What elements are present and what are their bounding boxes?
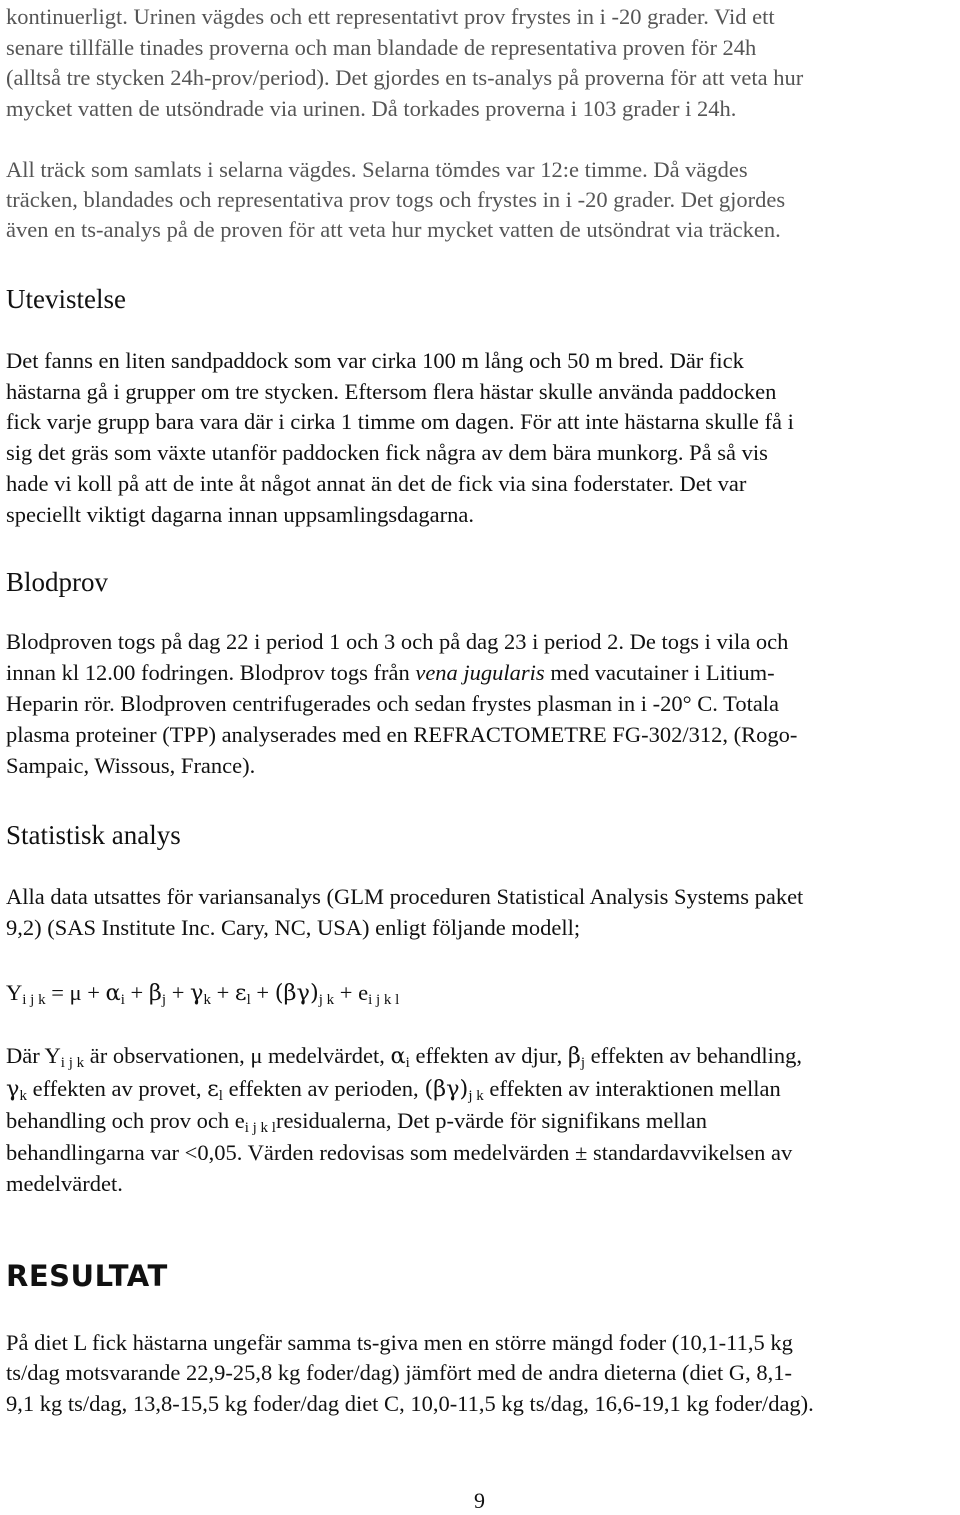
formula-beta-sub: j (161, 992, 167, 1008)
outdoor-line-6: speciellt viktigt dagarna innan uppsamlingsdagarna. (6, 502, 474, 527)
result-line-3: 9,1 kg ts/dag, 13,8-15,5 kg foder/dag diet C, 10,0-11,5 kg ts/dag, 16,6-19,1 kg foder/dag). (6, 1391, 814, 1416)
blood-line-3: Heparin rör. Blodproven centrifugerades och sedan frystes plasman in i -20° C. Totala (6, 691, 780, 716)
feces-line-3: även en ts-analys på de proven för att veta hur mycket vatten de utsöndrat via träcken. (6, 217, 781, 242)
heading-resultat: RESULTAT (6, 1259, 168, 1293)
where-text: residualerna, Det p-värde för signifikans mellan (275, 1108, 708, 1133)
result-line-2: ts/dag motsvarande 22,9-25,8 kg foder/dag) jämfört med de andra dieterna (diet G, 8,1- (6, 1360, 792, 1385)
where-sub: j (580, 1055, 586, 1071)
where-alpha: α (390, 1043, 406, 1069)
formula-epsilon: ε (234, 980, 247, 1006)
intro-line-1: kontinuerligt. Urinen vägdes och ett representativt prov frystes in i -20 grader. Vid ett (6, 4, 775, 29)
blood-line-4: plasma proteiner (TPP) analyserades med en REFRACTOMETRE FG-302/312, (Rogo- (6, 722, 798, 747)
feces-line-1: All träck som samlats i selarna vägdes. Selarna tömdes var 12:e timme. Då vägdes (6, 157, 748, 182)
where-line-4: behandlingarna var <0,05. Värden redovisas som medelvärden ± standardavvikelsen av (6, 1140, 793, 1165)
where-sub: i j k (60, 1055, 85, 1071)
formula-plus: + (171, 980, 185, 1005)
stats-line-1: Alla data utsattes för variansanalys (GLM proceduren Statistical Analysis Systems paket (6, 884, 804, 909)
formula-alpha: α (105, 980, 121, 1006)
outdoor-line-5: hade vi koll på att de inte åt något annat än det de fick via sina foderstater. Det var (6, 471, 747, 496)
where-sub: l (218, 1088, 223, 1104)
formula-alpha-sub: i (120, 992, 125, 1008)
where-line-1 (6, 1041, 802, 1078)
where-beta: β (567, 1043, 581, 1069)
where-sub: i (405, 1055, 410, 1071)
intro-line-3: (alltså tre stycken 24h-prov/period). Det gjordes en ts-analys på proverna för att veta hur (6, 65, 804, 90)
blood-line-1: Blodproven togs på dag 22 i period 1 och 3 och på dag 23 i period 2. De togs i vila och (6, 629, 789, 654)
intro-line-2: senare tillfälle tinades proverna och man blandade de representativa proven för 24h (6, 35, 757, 60)
result-line-1: På diet L fick hästarna ungefär samma ts-giva men en större mängd foder (10,1-11,5 kg (6, 1330, 793, 1355)
heading-statistisk-analys: Statistisk analys (6, 820, 181, 850)
formula-plus: + (130, 980, 144, 1005)
where-text: är observationen, μ medelvärdet, (89, 1043, 385, 1068)
formula-beta: β (148, 980, 162, 1006)
formula-y: Y (6, 980, 23, 1005)
where-text: effekten av behandling, (590, 1043, 803, 1068)
where-text: effekten av perioden, (228, 1076, 419, 1101)
model-formula (6, 978, 399, 1015)
formula-interaction: (βγ) (274, 980, 319, 1006)
where-text: effekten av djur, (415, 1043, 563, 1068)
where-sub: j k (468, 1088, 484, 1104)
outdoor-line-2: hästarna gå i grupper om tre stycken. Eftersom flera hästar skulle använda paddocken (6, 379, 777, 404)
formula-gamma-sub: k (203, 992, 211, 1008)
formula-plus: + (216, 980, 230, 1005)
stats-line-2: 9,2) (SAS Institute Inc. Cary, NC, USA) enligt följande modell; (6, 915, 581, 940)
formula-eq: = μ + (51, 980, 100, 1005)
formula-gamma: γ (190, 980, 204, 1006)
where-gamma: γ (6, 1076, 20, 1102)
heading-utevistelse: Utevistelse (6, 284, 126, 314)
formula-epsilon-sub: l (246, 992, 251, 1008)
outdoor-line-1: Det fanns en liten sandpaddock som var cirka 100 m lång och 50 m bred. Där fick (6, 348, 744, 373)
where-text: Där Y (6, 1043, 61, 1068)
feces-line-2: träcken, blandades och representativa prov togs och frystes in i -20 grader. Det gjordes (6, 187, 786, 212)
formula-error-sub: i j k l (368, 992, 400, 1008)
blood-line-2-start: innan kl 12.00 fodringen. Blodprov togs från (6, 660, 410, 685)
where-sub: i j k l (244, 1120, 276, 1136)
page-number: 9 (474, 1488, 485, 1513)
formula-interaction-sub: j k (318, 992, 335, 1008)
outdoor-line-4: sig det gräs som växte utanför paddocken fick några av dem bära munkorg. På så vis (6, 440, 768, 465)
where-sub: k (19, 1088, 27, 1104)
blood-line-2-end: med vacutainer i Litium- (550, 660, 775, 685)
where-epsilon: ε (207, 1076, 219, 1102)
heading-blodprov: Blodprov (6, 567, 109, 597)
where-line-5: medelvärdet. (6, 1171, 123, 1196)
intro-line-4: mycket vatten de utsöndrade via urinen. Då torkades proverna i 103 grader i 24h. (6, 96, 737, 121)
where-interaction: (βγ) (424, 1076, 469, 1102)
outdoor-line-3: fick varje grupp bara vara där i cirka 1 timme om dagen. För att inte hästarna skulle få i (6, 409, 794, 434)
blood-line-2 (6, 658, 775, 688)
formula-plus: + (256, 980, 270, 1005)
where-text: effekten av interaktionen mellan (489, 1076, 781, 1101)
formula-error: + e (339, 980, 369, 1005)
where-text: behandling och prov och e (6, 1108, 245, 1133)
where-text: effekten av provet, (32, 1076, 202, 1101)
blood-line-5: Sampaic, Wissous, France). (6, 753, 256, 778)
formula-y-sub: i j k (22, 992, 46, 1008)
blood-line-2-italic: vena jugularis (415, 660, 545, 685)
